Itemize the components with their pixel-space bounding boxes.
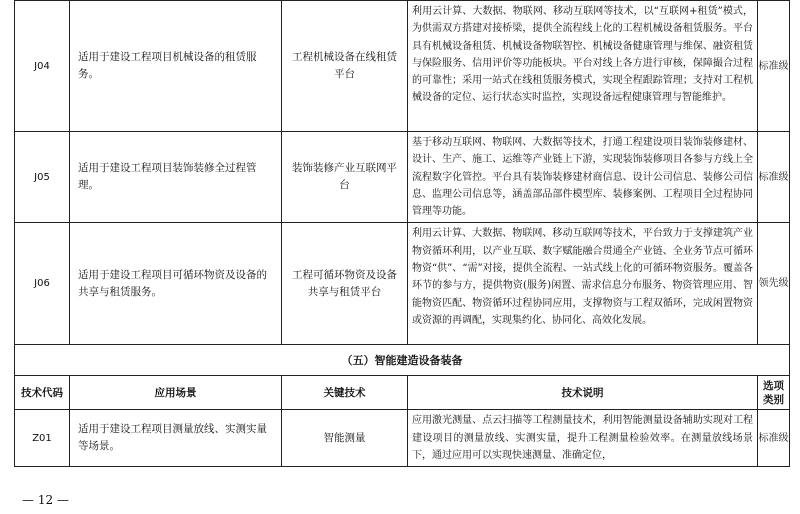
tech-code-cell: J06 xyxy=(15,223,70,345)
table-row xyxy=(15,410,790,467)
key-technology-cell: 工程可循环物资及设备共享与租赁平台 xyxy=(282,223,408,345)
section-title: （五）智能建造设备装备 xyxy=(15,345,790,376)
technology-description-cell: 利用云计算、大数据、物联网、移动互联网等技术，以“互联网+租赁”模式，为供需双方搭建对接桥梁，提供全流程线上化的工程机械设备租赁服务。平台具有机械设备租赁、机械设备物联智控、机械设备健康管理与维保、融资租赁与保险服务、信用评价等功能板块。平台对线上各方进行审核，保障撮合过程的可靠性；采用一站式在线租赁服务模式，实现全程跟踪管理；支持对工程机械设备的定位、运行状态实时监控，实现设备远程健康管理与智能维护。 xyxy=(408,1,758,132)
header-row xyxy=(15,376,790,410)
technology-description-cell: 利用云计算、大数据、物联网、移动互联网等技术，平台致力于支撑建筑产业物资循环利用，以产业互联、数字赋能融合贯通全产业链、全业务节点可循环物资“供”、“需”对接，提供全流程、一站式线上化的可循环物资服务。覆盖各环节的参与方，提供物资(服务)闲置、需求信息分布服务、物资管理应用、智能物资匹配、物资循环过程协同应用，支撑物资与工程双循环，完成闲置物资或资源的再调配，实现集约化、协同化、高效化发展。 xyxy=(408,223,758,345)
application-scene-cell: 适用于建设工程项目装饰装修全过程管理。 xyxy=(70,132,282,223)
table-row xyxy=(15,1,790,132)
technology-description-cell: 基于移动互联网、物联网、大数据等技术，打通工程建设项目装饰装修建材、设计、生产、施工、运维等产业链上下游，实现装饰装修项目各参与方线上全流程数字化管控。平台具有装饰装修建材商信息、设计公司信息、装修公司信息、监理公司信息等，涵盖部品部件模型库、装修案例、工程项目全过程协同管理等功能。 xyxy=(408,132,758,223)
technology-description-cell: 应用激光测量、点云扫描等工程测量技术，利用智能测量设备辅助实现对工程建设项目的测量放线、实测实量，提升工程测量检验效率。在测量放线场景下，通过应用可以实现快速测量、准确定位， xyxy=(408,410,758,467)
header-category: 选项类别 xyxy=(758,376,790,410)
category-cell: 标准级 xyxy=(758,1,790,132)
table-row xyxy=(15,132,790,223)
section-row xyxy=(15,345,790,376)
tech-code-cell: J05 xyxy=(15,132,70,223)
table-row xyxy=(15,223,790,345)
header-application-scene: 应用场景 xyxy=(70,376,282,410)
page-number: — 12 — xyxy=(22,493,69,507)
key-technology-cell: 装饰装修产业互联网平台 xyxy=(282,132,408,223)
standards-table xyxy=(14,0,790,467)
header-technology-description: 技术说明 xyxy=(408,376,758,410)
application-scene-cell: 适用于建设工程项目机械设备的租赁服务。 xyxy=(70,1,282,132)
key-technology-cell: 工程机械设备在线租赁平台 xyxy=(282,1,408,132)
tech-code-cell: Z01 xyxy=(15,410,70,467)
application-scene-cell: 适用于建设工程项目测量放线、实测实量等场景。 xyxy=(70,410,282,467)
header-tech-code: 技术代码 xyxy=(15,376,70,410)
category-cell: 标准级 xyxy=(758,132,790,223)
key-technology-cell: 智能测量 xyxy=(282,410,408,467)
category-cell: 标准级 xyxy=(758,410,790,467)
tech-code-cell: J04 xyxy=(15,1,70,132)
application-scene-cell: 适用于建设工程项目可循环物资及设备的共享与租赁服务。 xyxy=(70,223,282,345)
category-cell: 领先级 xyxy=(758,223,790,345)
header-key-technology: 关键技术 xyxy=(282,376,408,410)
